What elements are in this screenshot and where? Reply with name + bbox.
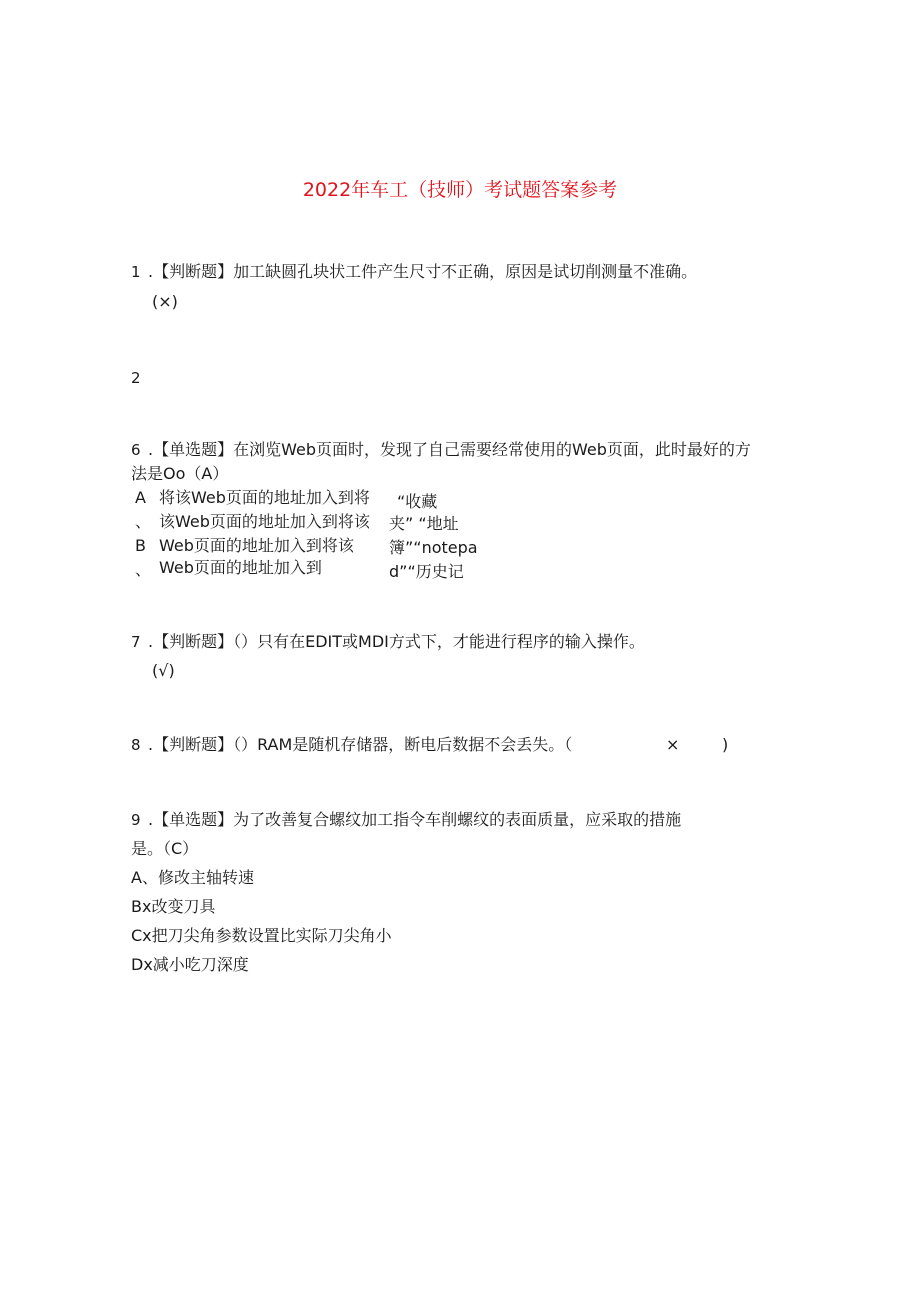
option-text-right: “收藏	[397, 492, 438, 511]
page-title: 2022年车工（技师）考试题答案参考	[302, 179, 618, 201]
question-number: 6	[131, 441, 141, 459]
option-label: 、	[135, 512, 152, 531]
question-text-continued: 法是Oo（A）	[131, 464, 229, 483]
option-label: B	[135, 536, 146, 555]
option-d: Dx减小吃刀深度	[131, 955, 249, 974]
question-answer: (√)	[152, 661, 175, 680]
question-answer: ×	[666, 735, 680, 754]
option-label: A	[135, 488, 146, 507]
option-text-right: d”“历史记	[389, 562, 464, 581]
option-text: 将该Web页面的地址加入到将	[159, 488, 370, 507]
option-text: Web页面的地址加入到将该	[159, 536, 354, 555]
option-text-right: 簿”“notepa	[389, 538, 478, 557]
option-b: Bx改变刀具	[131, 897, 216, 916]
question-text: .【单选题】在浏览Web页面时，发现了自己需要经常使用的Web页面，此时最好的方	[148, 440, 751, 459]
question-text: .【判断题】加工缺圆孔块状工件产生尺寸不正确，原因是试切削测量不准确。	[148, 262, 698, 281]
option-text-right: 夹” “地址	[389, 514, 459, 533]
question-number: 1	[131, 263, 141, 281]
question-number: 2	[131, 369, 141, 387]
option-c: Cx把刀尖角参数设置比实际刀尖角小	[131, 926, 392, 945]
option-label: 、	[135, 560, 152, 579]
question-number: 8	[131, 736, 141, 754]
question-number: 9	[131, 811, 141, 829]
question-text: .【判断题】（）RAM是随机存储器，断电后数据不会丢失。（	[148, 735, 573, 754]
option-text: 该Web页面的地址加入到将该	[159, 512, 370, 531]
question-text: .【判断题】（）只有在EDIT或MDI方式下，才能进行程序的输入操作。	[148, 632, 645, 651]
question-answer: (×)	[152, 292, 178, 311]
question-text: .【单选题】为了改善复合螺纹加工指令车削螺纹的表面质量，应采取的措施	[148, 810, 682, 829]
option-text: Web页面的地址加入到	[159, 558, 322, 577]
option-a: A、修改主轴转速	[131, 868, 254, 887]
question-answer-close: )	[722, 735, 729, 754]
question-text-continued: 是。（C）	[131, 839, 199, 858]
question-number: 7	[131, 633, 141, 651]
